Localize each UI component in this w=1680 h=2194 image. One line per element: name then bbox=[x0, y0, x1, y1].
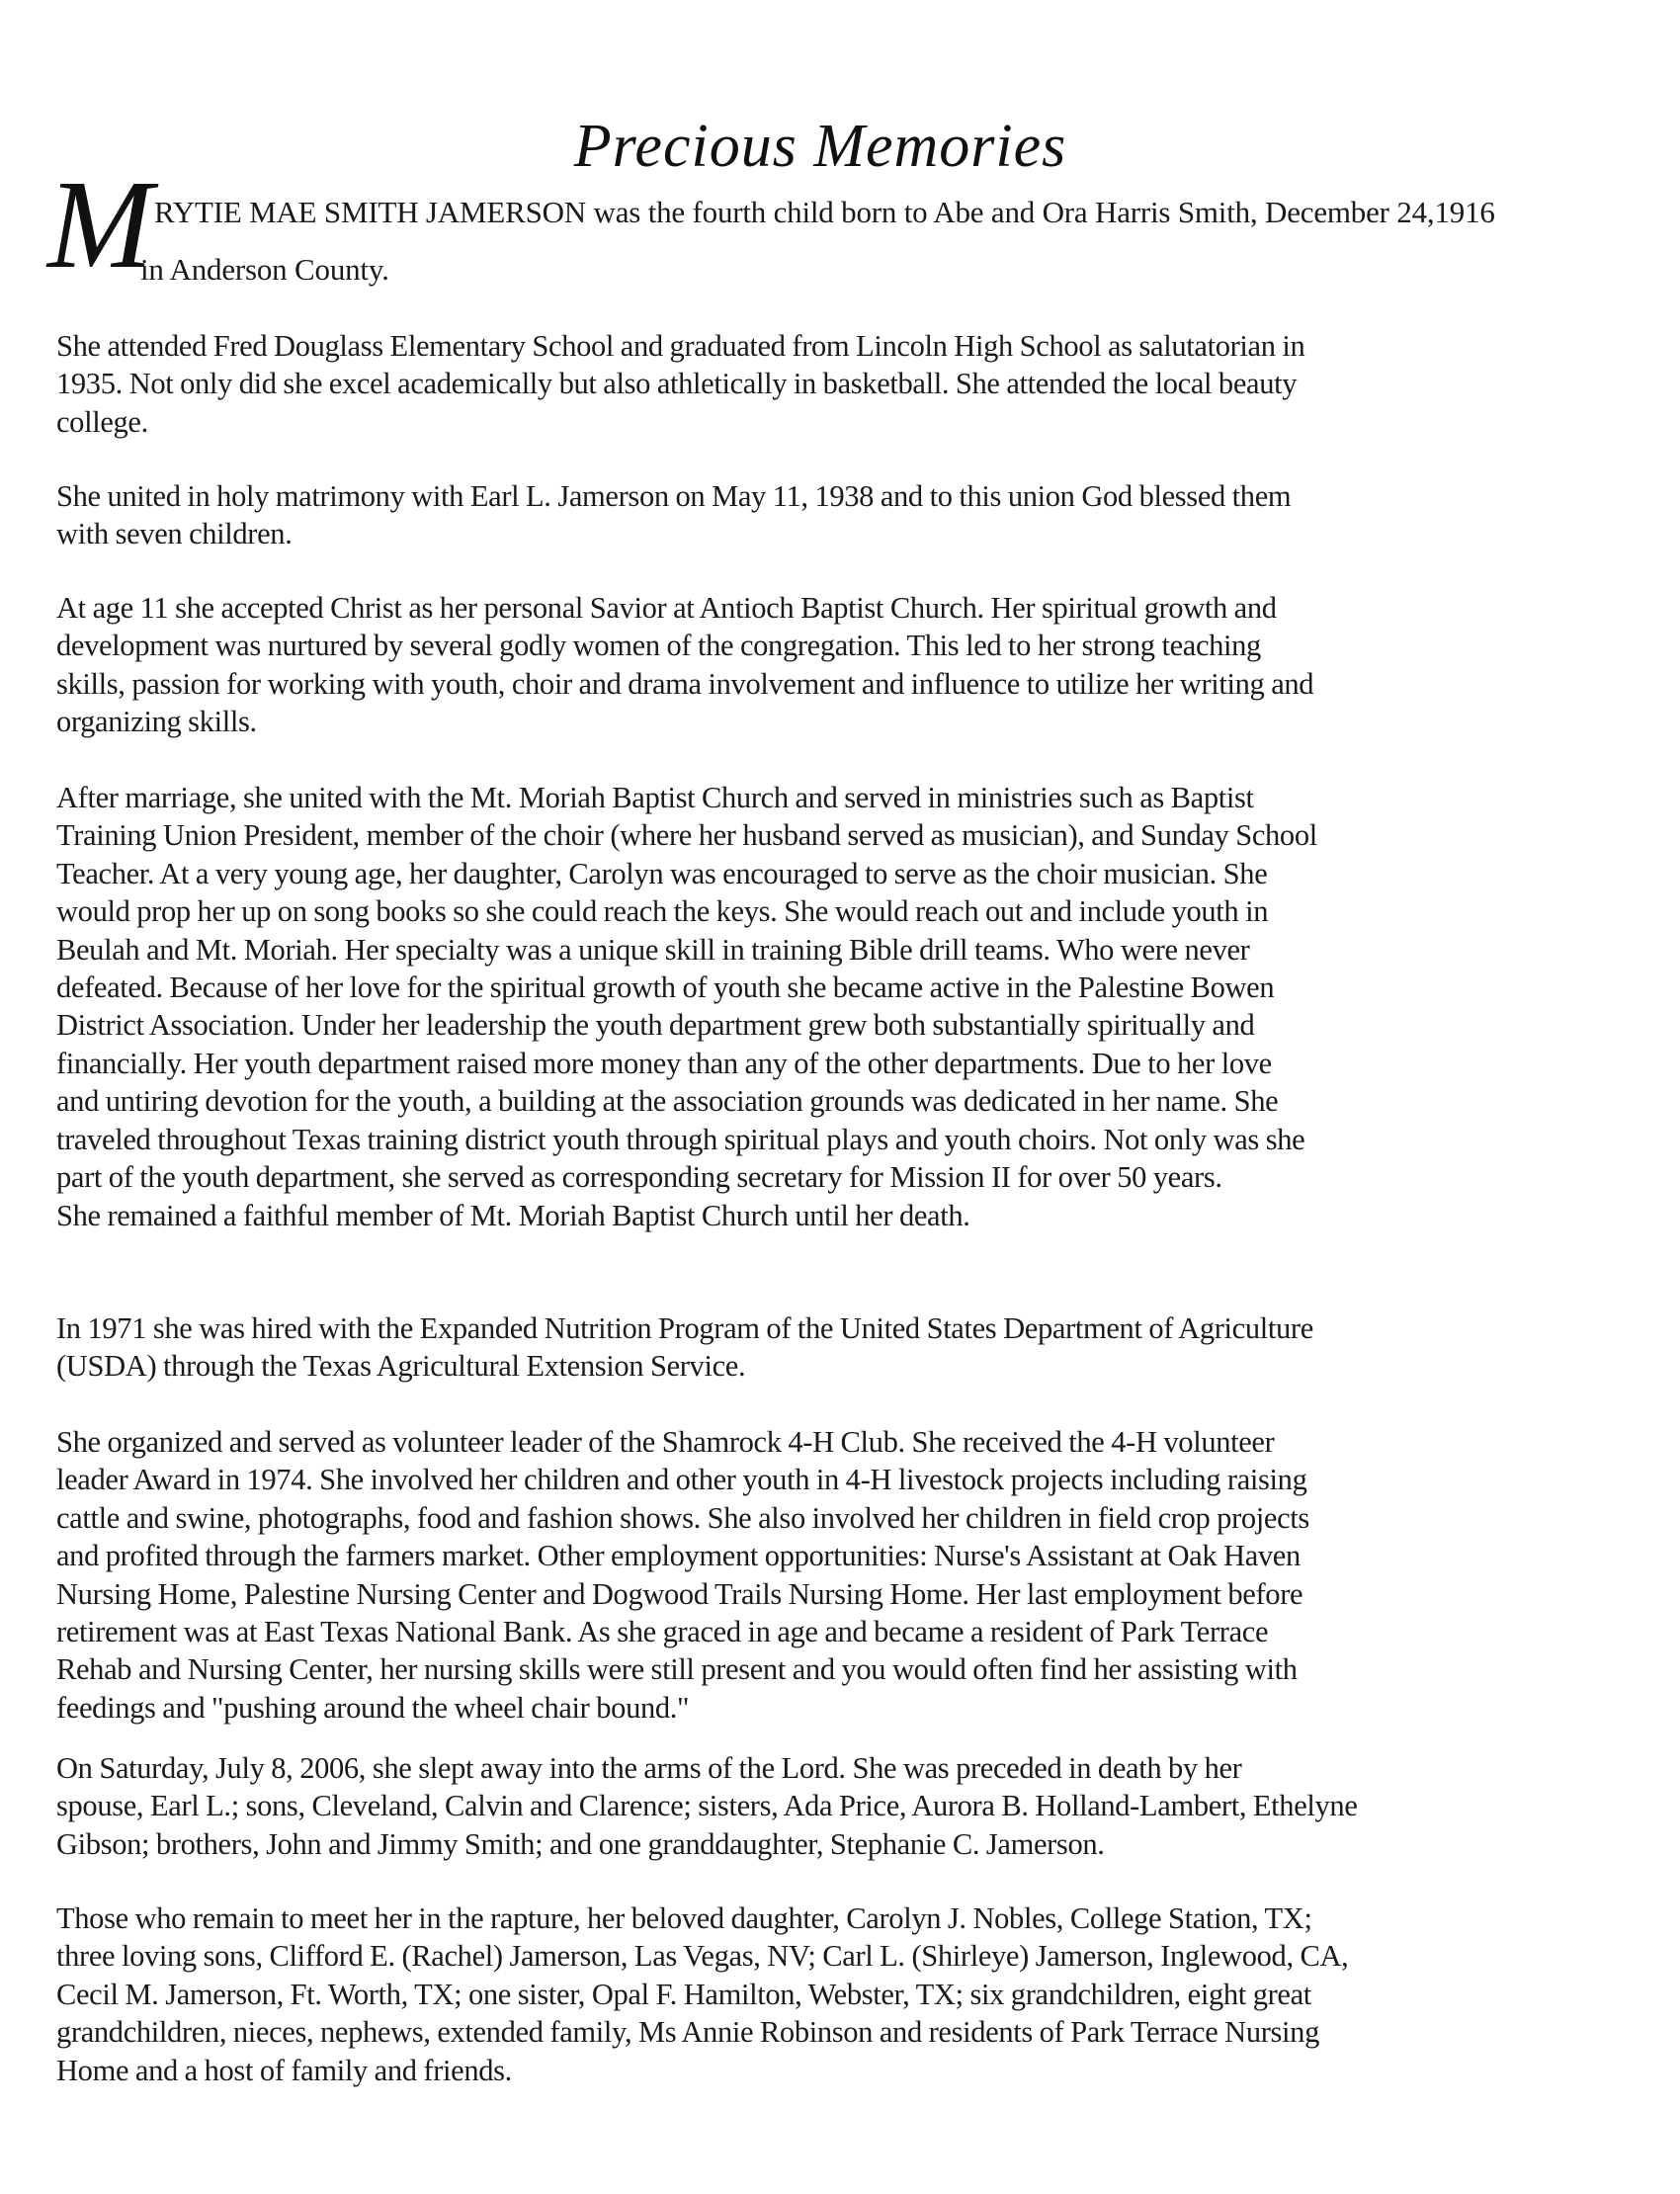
text-line: financially. Her youth department raised more money than any of the other departments. Due to her love bbox=[56, 1046, 1272, 1080]
paragraph-faith bbox=[56, 589, 1554, 741]
paragraph-employment-usda bbox=[56, 1309, 1554, 1386]
text-line: Rehab and Nursing Center, her nursing skills were still present and you would often find her assisting with bbox=[56, 1652, 1298, 1687]
text-line: part of the youth department, she served as corresponding secretary for Mission II for over 50 years. bbox=[56, 1160, 1222, 1195]
text-line: feedings and "pushing around the wheel chair bound." bbox=[56, 1690, 690, 1725]
text-line: She attended Fred Douglass Elementary School and graduated from Lincoln High School as salutatorian in bbox=[56, 329, 1305, 363]
paragraph-membership bbox=[56, 1197, 1554, 1234]
drop-cap-letter: M bbox=[47, 154, 153, 295]
text-line: 1935. Not only did she excel academically but also athletically in basketball. She attended the local beauty bbox=[56, 367, 1298, 401]
text-line: development was nurtured by several godly women of the congregation. This led to her strong teaching bbox=[56, 629, 1261, 663]
text-line: and profited through the farmers market. Other employment opportunities: Nurse's Assistant at Oak Haven bbox=[56, 1539, 1301, 1573]
text-line: In 1971 she was hired with the Expanded Nutrition Program of the United States Department of Agriculture bbox=[56, 1311, 1313, 1345]
opening-paragraph bbox=[140, 184, 1557, 298]
text-line: Gibson; brothers, John and Jimmy Smith; and one granddaughter, Stephanie C. Jamerson. bbox=[56, 1826, 1105, 1861]
text-line: On Saturday, July 8, 2006, she slept away into the arms of the Lord. She was preceded in death by her bbox=[56, 1751, 1242, 1785]
text-line: spouse, Earl L.; sons, Cleveland, Calvin and Clarence; sisters, Ada Price, Aurora B. Holland-Lambert, Ethelyne bbox=[56, 1789, 1358, 1823]
text-line: with seven children. bbox=[56, 517, 293, 551]
paragraph-ministry bbox=[56, 779, 1554, 1196]
text-line: Home and a host of family and friends. bbox=[56, 2053, 512, 2087]
text-line: cattle and swine, photographs, food and fashion shows. She also involved her children in field crop projects bbox=[56, 1500, 1309, 1535]
text-line: skills, passion for working with youth, choir and drama involvement and influence to utilize her writing and bbox=[56, 666, 1314, 701]
text-line: and untiring devotion for the youth, a building at the association grounds was dedicated in her name. She bbox=[56, 1084, 1279, 1119]
text-line: grandchildren, nieces, nephews, extended family, Ms Annie Robinson and residents of Park Terrace Nursing bbox=[56, 2015, 1319, 2050]
text-line: traveled throughout Texas training district youth through spiritual plays and youth choirs. Not only was she bbox=[56, 1122, 1305, 1156]
text-line: At age 11 she accepted Christ as her personal Savior at Antioch Baptist Church. Her spiritual growth and bbox=[56, 591, 1277, 625]
text-line: After marriage, she united with the Mt. Moriah Baptist Church and served in ministries such as Baptist bbox=[56, 781, 1254, 814]
text-line: Beulah and Mt. Moriah. Her specialty was a unique skill in training Bible drill teams. Who were never bbox=[56, 932, 1250, 967]
text-line: She remained a faithful member of Mt. Moriah Baptist Church until her death. bbox=[56, 1199, 970, 1232]
text-line: Nursing Home, Palestine Nursing Center and Dogwood Trails Nursing Home. Her last employment before bbox=[56, 1576, 1303, 1611]
paragraph-marriage bbox=[56, 477, 1554, 553]
text-line: three loving sons, Clifford E. (Rachel) Jamerson, Las Vegas, NV; Carl L. (Shirleye) Jamerson, Inglewood, CA, bbox=[56, 1939, 1349, 1974]
opening-line2-text: in Anderson County. bbox=[140, 252, 389, 287]
text-line: college. bbox=[56, 404, 148, 439]
opening-line1-text: was the fourth child born to Abe and Ora Harris Smith, December 24,1916 bbox=[585, 195, 1495, 229]
text-line: She united in holy matrimony with Earl L. Jamerson on May 11, 1938 and to this union God blessed them bbox=[56, 479, 1292, 513]
paragraph-survivors bbox=[56, 1899, 1554, 2089]
text-line: organizing skills. bbox=[56, 705, 257, 739]
text-line: Cecil M. Jamerson, Ft. Worth, TX; one sister, Opal F. Hamilton, Webster, TX; six grandchildren, eight great bbox=[56, 1977, 1311, 2011]
text-line: would prop her up on song books so she could reach the keys. She would reach out and include youth in bbox=[56, 894, 1269, 929]
text-line: District Association. Under her leadership the youth department grew both substantially spiritually and bbox=[56, 1008, 1255, 1043]
paragraph-passing bbox=[56, 1749, 1554, 1863]
text-line: retirement was at East Texas National Bank. As she graced in age and became a resident of Park Terrace bbox=[56, 1615, 1269, 1649]
text-line: Those who remain to meet her in the rapture, her beloved daughter, Carolyn J. Nobles, College Station, TX; bbox=[56, 1901, 1312, 1935]
page-title: Precious Memories bbox=[573, 113, 1067, 180]
text-line: (USDA) through the Texas Agricultural Extension Service. bbox=[56, 1349, 746, 1384]
text-line: leader Award in 1974. She involved her children and other youth in 4-H livestock projects including raising bbox=[56, 1463, 1307, 1497]
text-line: Training Union President, member of the choir (where her husband served as musician), and Sunday School bbox=[56, 818, 1317, 853]
paragraph-4h-employment bbox=[56, 1423, 1554, 1727]
text-line: She organized and served as volunteer leader of the Shamrock 4-H Club. She received the 4-H volunteer bbox=[56, 1425, 1275, 1459]
text-line: Teacher. At a very young age, her daughter, Carolyn was encouraged to serve as the choir musician. She bbox=[56, 856, 1268, 890]
opening-name-small-caps: RYTIE MAE SMITH JAMERSON bbox=[154, 195, 586, 229]
text-line: defeated. Because of her love for the spiritual growth of youth she became active in the Palestine Bowen bbox=[56, 970, 1275, 1005]
paragraph-education bbox=[56, 327, 1554, 441]
